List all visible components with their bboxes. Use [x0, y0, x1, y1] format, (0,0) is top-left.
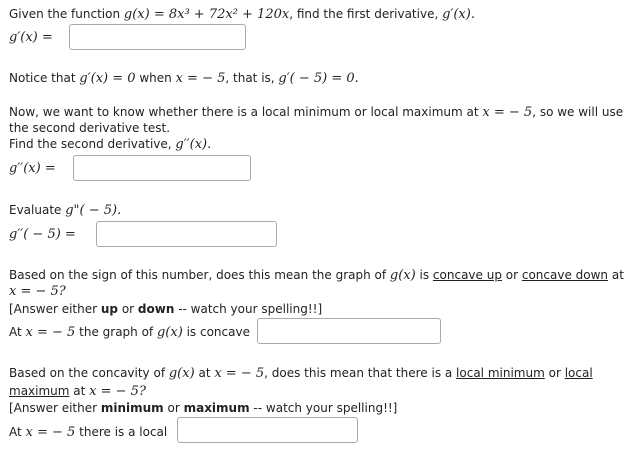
extremum-type-input[interactable] — [177, 417, 358, 443]
q5-ans-prefix: At — [9, 425, 26, 439]
q5-line1-mid: at — [194, 366, 215, 380]
q1-answer-label: g′(x) = — [9, 30, 53, 45]
q5-line1-prefix: Based on the concavity of — [9, 366, 169, 380]
notice-mid-1: when — [135, 71, 176, 85]
q2-line1-expr: x = − 5 — [482, 105, 533, 120]
q1-prefix: Given the function — [9, 7, 124, 21]
q2-line-3 — [9, 136, 211, 153]
q5-line1-expr2: x = − 5 — [214, 366, 265, 381]
first-derivative-input[interactable] — [69, 24, 246, 50]
q5-line1-or: or — [544, 366, 565, 380]
q4-ans-expr: x = − 5 — [25, 325, 76, 340]
q1-target: g′(x). — [442, 7, 475, 22]
q4-line1-suffix: at — [608, 268, 624, 282]
q4-instr-suffix: -- watch your spelling!!] — [174, 302, 323, 316]
q5-ans-expr: x = − 5 — [25, 425, 76, 440]
q4-instr-or: or — [118, 302, 138, 316]
q2-line1-suffix: , so we will use — [532, 105, 624, 119]
q2-line3-prefix: Find the second derivative, — [9, 137, 176, 151]
q3-answer-label: g′′( − 5) = — [9, 227, 76, 242]
q5-instr-or: or — [163, 401, 184, 415]
question-1-text — [9, 6, 475, 23]
q4-instr-down: down — [137, 302, 175, 316]
q4-line1-or: or — [501, 268, 522, 282]
q5-ans-suffix: there is a local — [75, 425, 168, 439]
q1-suffix: , find the first derivative, — [289, 7, 443, 21]
q1-function: g(x) = 8x³ + 72x² + 120x — [123, 7, 290, 22]
q4-instr-prefix: [Answer either — [9, 302, 101, 316]
q2-line-1 — [9, 104, 623, 121]
q5-instr-suffix: -- watch your spelling!!] — [249, 401, 398, 415]
local-minimum-link[interactable]: local minimum — [456, 366, 545, 380]
concave-down-link[interactable]: concave down — [521, 268, 609, 282]
q4-line1-expr: g(x) — [389, 268, 416, 283]
q3-prefix: Evaluate — [9, 203, 66, 217]
notice-expr-1: g′(x) = 0 — [79, 71, 136, 86]
q2-line3-expr: g′′(x). — [175, 137, 212, 152]
concavity-input[interactable] — [257, 318, 441, 344]
notice-expr-3: g′( − 5) = 0. — [278, 71, 359, 86]
q3-text — [9, 202, 121, 219]
notice-mid-2: , that is, — [225, 71, 279, 85]
q4-instructions — [9, 301, 322, 317]
concave-up-link[interactable]: concave up — [432, 268, 502, 282]
q4-instr-up: up — [100, 302, 118, 316]
local-maximum-link-continued[interactable]: maximum — [9, 384, 70, 398]
q5-instr-prefix: [Answer either — [9, 401, 101, 415]
q5-answer-label — [9, 424, 167, 441]
notice-text — [9, 70, 359, 87]
q4-line-2: x = − 5? — [9, 284, 66, 299]
q4-ans-suffix: is concave — [182, 325, 250, 339]
q5-line1-suffix: , does this mean that there is a — [264, 366, 457, 380]
q2-line-2: the second derivative test. — [9, 121, 171, 135]
q5-line1-expr: g(x) — [168, 366, 195, 381]
q4-ans-mid: the graph of — [75, 325, 157, 339]
second-derivative-input[interactable] — [73, 155, 251, 181]
q4-ans-prefix: At — [9, 325, 26, 339]
q5-line-2 — [9, 383, 146, 400]
q5-instructions — [9, 400, 397, 416]
q5-line2-expr: x = − 5? — [89, 384, 146, 399]
q4-line1-mid: is — [415, 268, 433, 282]
q5-line2-mid: at — [69, 384, 90, 398]
q4-line1-prefix: Based on the sign of this number, does this mean the graph of — [9, 268, 390, 282]
local-maximum-link[interactable]: local — [564, 366, 593, 380]
notice-expr-2: x = − 5 — [175, 71, 226, 86]
notice-prefix: Notice that — [9, 71, 80, 85]
q5-instr-max: maximum — [183, 401, 250, 415]
q4-answer-label — [9, 324, 250, 341]
q5-line-1 — [9, 365, 593, 382]
q5-instr-min: minimum — [100, 401, 164, 415]
q3-expr: g"( − 5). — [65, 203, 122, 218]
q2-line1-prefix: Now, we want to know whether there is a local minimum or local maximum at — [9, 105, 483, 119]
q2-answer-label: g′′(x) = — [9, 161, 56, 176]
second-derivative-value-input[interactable] — [96, 221, 277, 247]
q4-ans-expr2: g(x) — [156, 325, 183, 340]
q4-line-1 — [9, 267, 624, 284]
